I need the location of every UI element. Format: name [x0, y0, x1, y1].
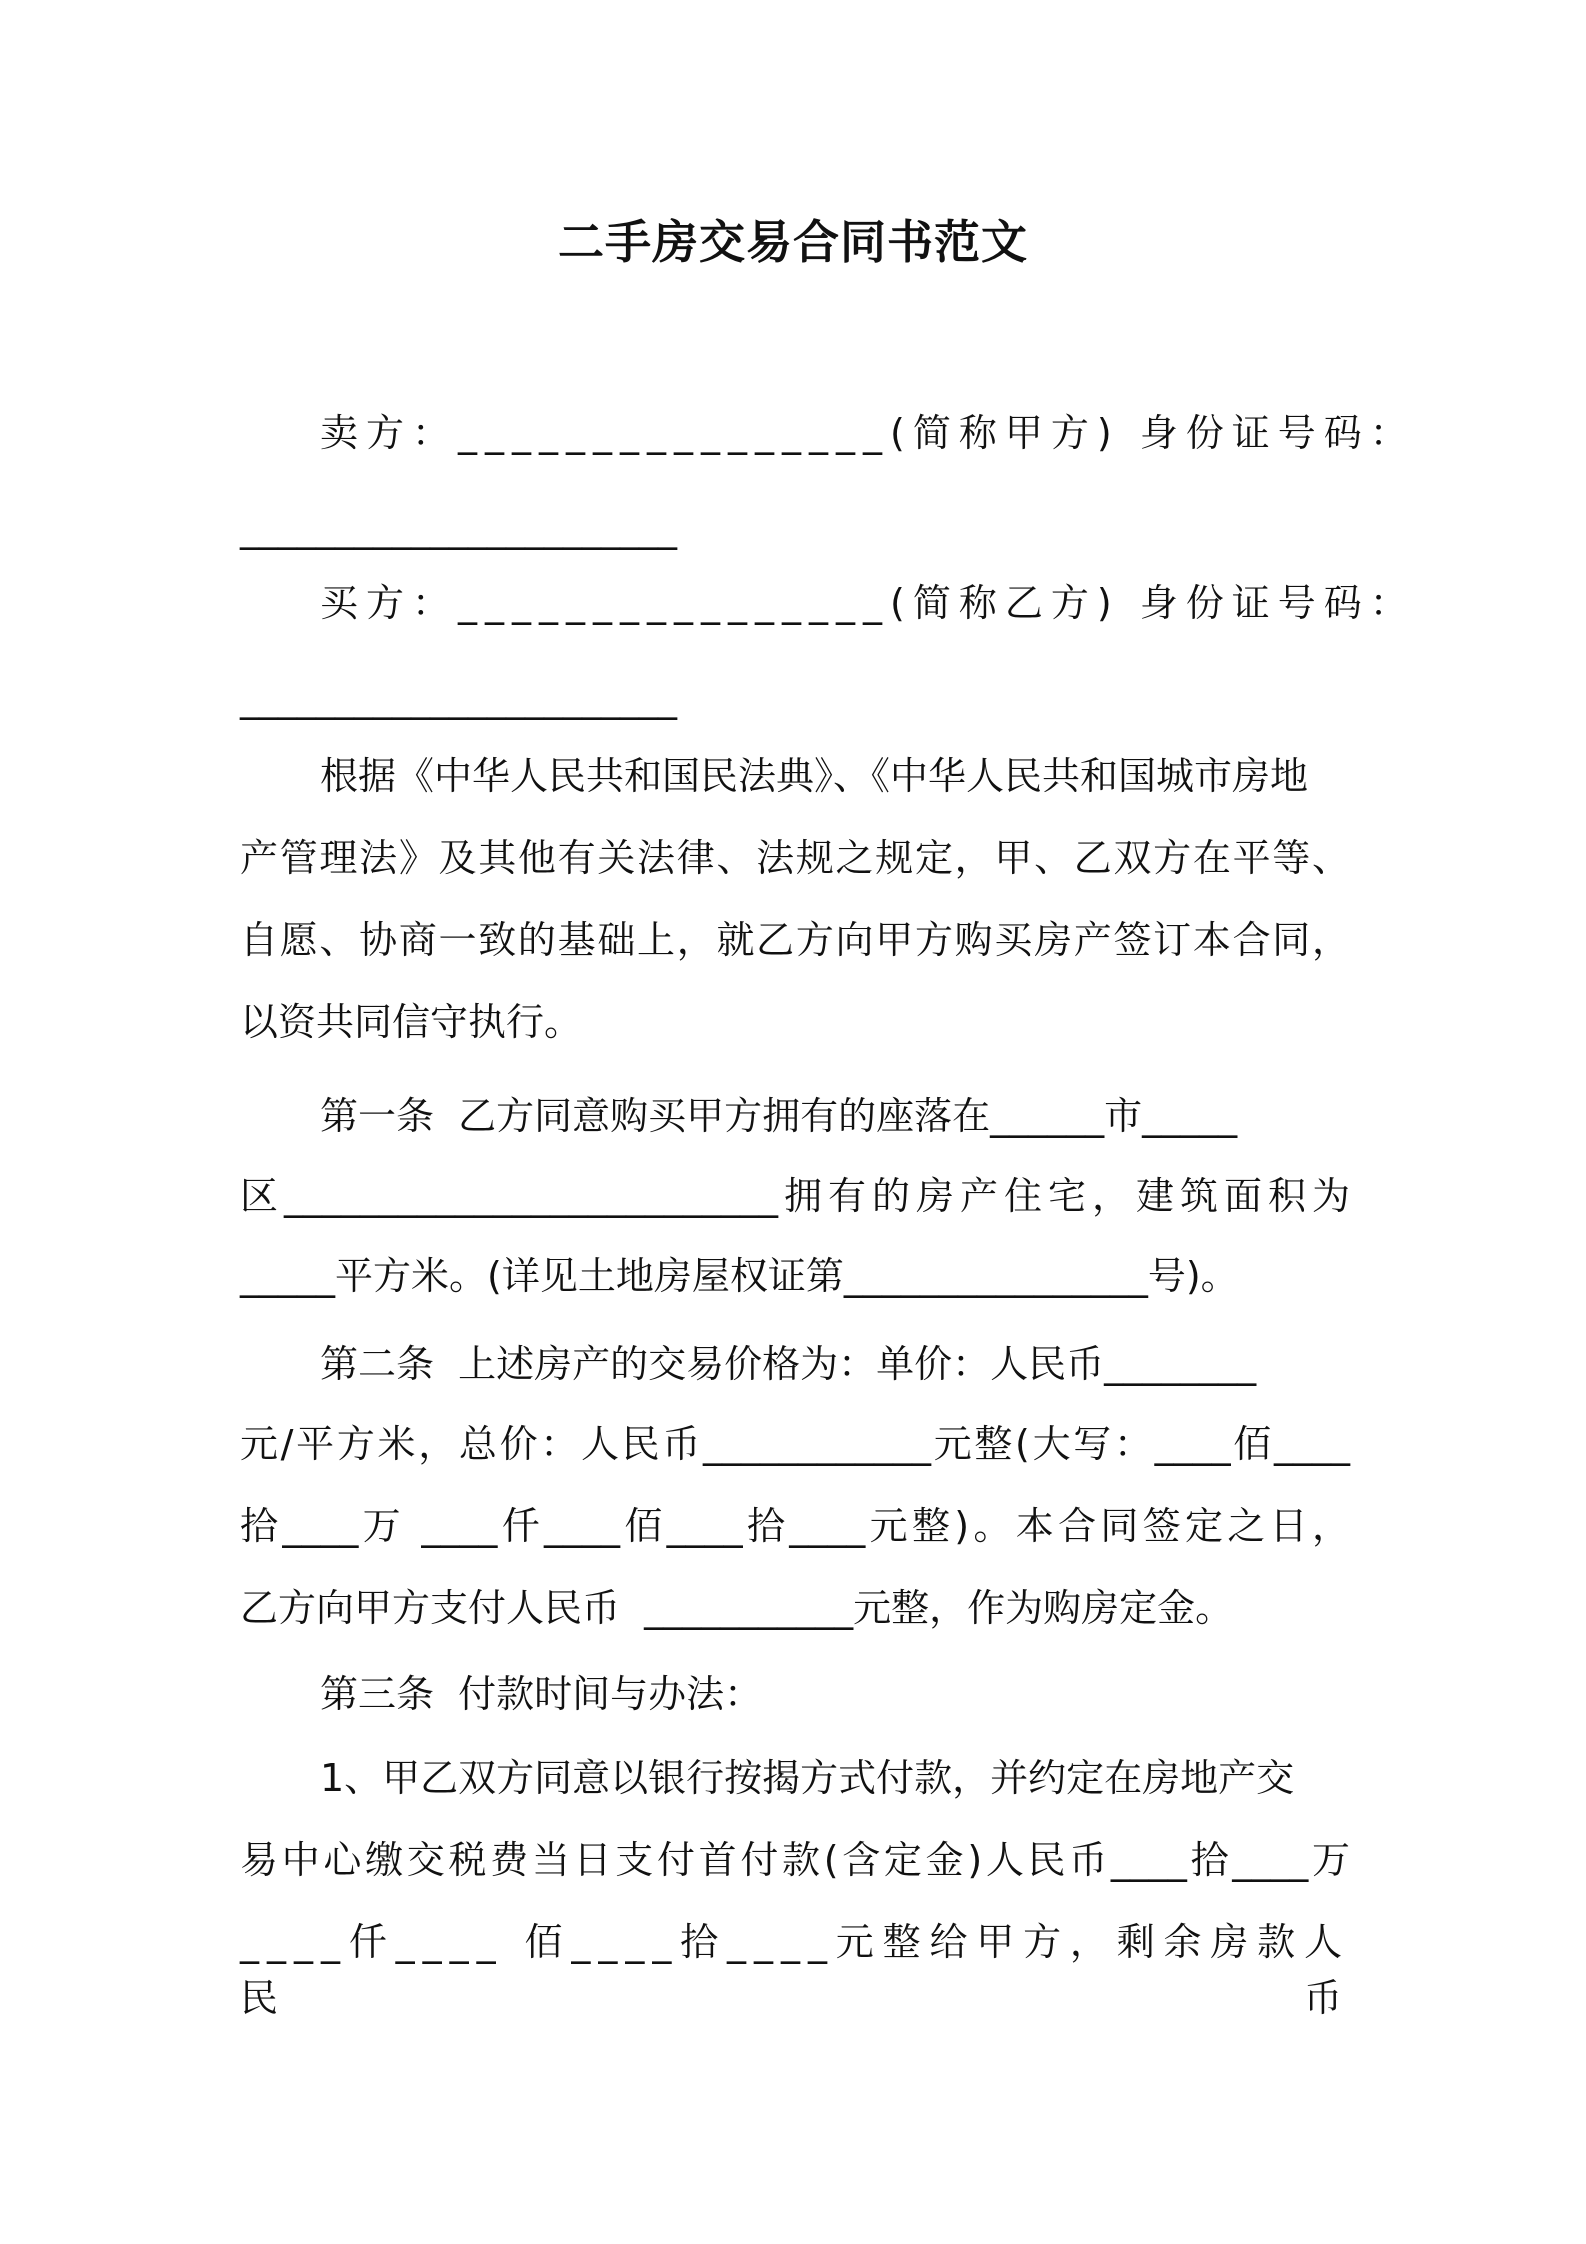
- seller-line: 卖方：________________(简称甲方) 身份证号码：: [320, 411, 1416, 455]
- buyer-line: 买方：________________(简称乙方) 身份证号码：: [320, 581, 1416, 625]
- article-2-line-3: 拾____万 ____仟____佰____拾____元整)。本合同签定之日，: [240, 1504, 1350, 1548]
- buyer-id-blank: _______________________: [240, 676, 677, 720]
- preamble-line-4: 以资共同信守执行。: [240, 1000, 583, 1044]
- article-3-heading: 第三条 付款时间与办法：: [320, 1672, 763, 1716]
- preamble-line-3: 自愿、协商一致的基础上，就乙方向甲方购买房产签订本合同，: [240, 918, 1350, 962]
- article-1-line-1: 第一条 乙方同意购买甲方拥有的座落在______市_____: [320, 1094, 1238, 1138]
- article-2-line-4: 乙方向甲方支付人民币 ___________元整，作为购房定金。: [240, 1586, 1234, 1630]
- article-2-line-2: 元/平方米，总价：人民币____________元整(大写：____佰____: [240, 1422, 1350, 1466]
- preamble-line-2: 产管理法》及其他有关法律、法规之规定，甲、乙双方在平等、: [240, 836, 1350, 880]
- seller-id-blank: _______________________: [240, 506, 677, 550]
- preamble-line-1: 根据《中华人民共和国民法典》、《中华人民共和国城市房地: [320, 754, 1309, 798]
- article-2-line-1: 第二条 上述房产的交易价格为：单价：人民币________: [320, 1342, 1257, 1386]
- article-3-item-1-line-1: 1、甲乙双方同意以银行按揭方式付款，并约定在房地产交: [320, 1756, 1295, 1800]
- article-3-item-1-line-2: 易中心缴交税费当日支付首付款(含定金)人民币____拾____万: [240, 1838, 1350, 1882]
- document-title: 二手房交易合同书范文: [558, 215, 1028, 269]
- article-1-line-3: _____平方米。(详见土地房屋权证第________________号)。: [240, 1254, 1239, 1298]
- article-1-line-2: 区__________________________拥有的房产住宅，建筑面积为: [240, 1174, 1350, 1218]
- article-3-item-1-line-3: ____仟____ 佰____拾____元整给甲方，剩余房款人民币: [240, 1920, 1350, 2020]
